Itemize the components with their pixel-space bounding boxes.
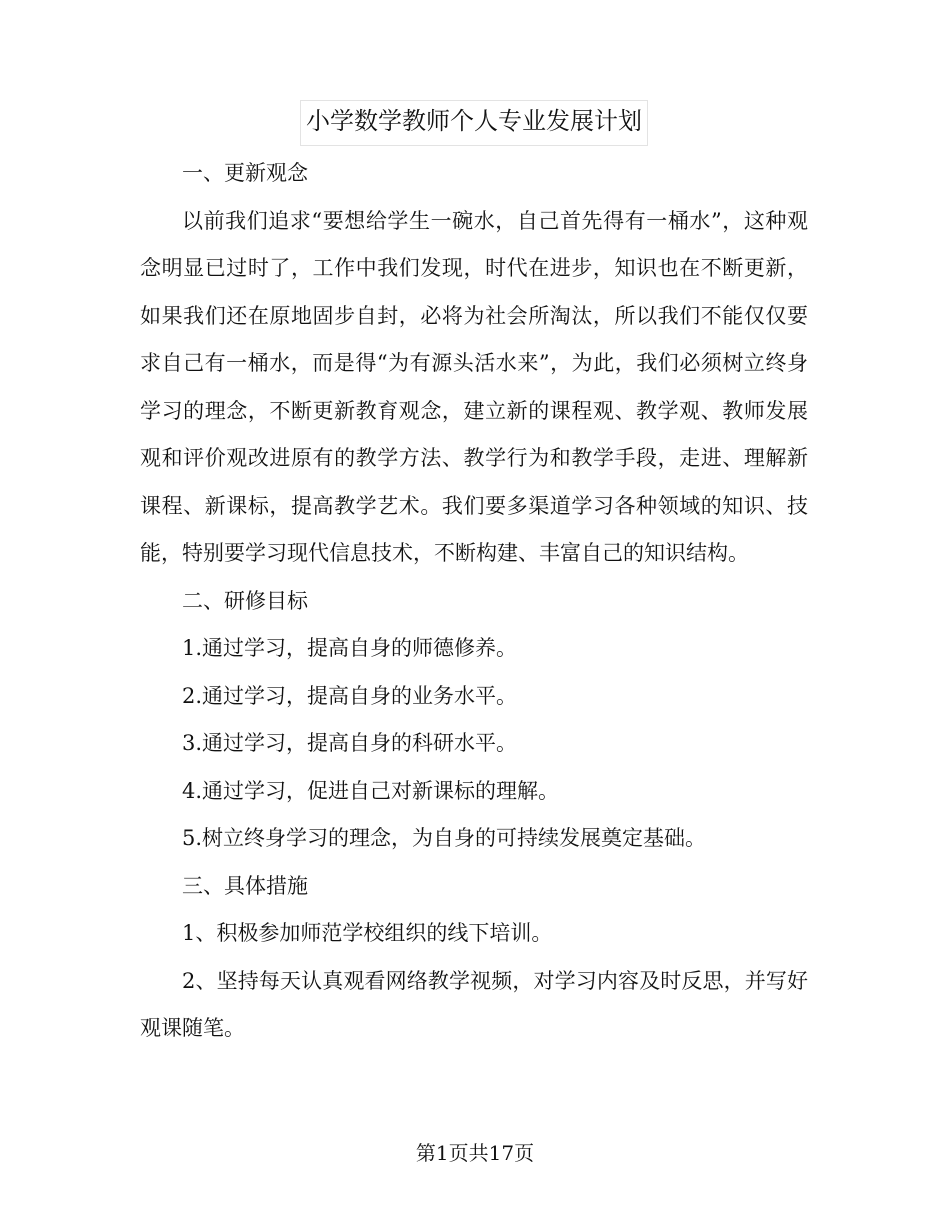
goal-item-3: 3.通过学习，提高自身的科研水平。	[182, 731, 518, 755]
paragraph-update-concepts: 以前我们追求“要想给学生一碗水，自己首先得有一桶水”，这种观念明显已过时了，工作中我们发现，时代在进步，知识也在不断更新，如果我们还在原地固步自封，必将为社会所淘汰，所以我们不能仅仅要求自己有一桶水，而是得“为有源头活水来”，为此，我们必须树立终身学习的理念，不断更新教育观念，建立新的课程观、教学观、教师发展观和评价观改进原有的教学方法、教学行为和教学手段，走进、理解新课程、新课标，提高教学艺术。我们要多渠道学习各种领域的知识、技能，特别要学习现代信息技术，不断构建、丰富自己的知识结构。	[140, 208, 808, 565]
document-title: 小学数学教师个人专业发展计划	[300, 100, 648, 146]
goal-item-2: 2.通过学习，提高自身的业务水平。	[182, 683, 518, 708]
document-body	[140, 150, 808, 1053]
section-heading-update-concepts: 一、更新观念	[182, 161, 308, 185]
section-heading-training-goals: 二、研修目标	[182, 588, 308, 613]
goal-item-4: 4.通过学习，促进自己对新课标的理解。	[182, 778, 560, 803]
measure-item-1: 1、积极参加师范学校组织的线下培训。	[182, 921, 553, 945]
goal-item-1: 1.通过学习，提高自身的师德修养。	[182, 636, 518, 660]
measure-item-2: 2、坚持每天认真观看网络教学视频，对学习内容及时反思，并写好观课随笔。	[140, 968, 808, 1040]
section-heading-measures: 三、具体措施	[182, 873, 308, 898]
page-number: 第1页共17页	[415, 1141, 535, 1165]
goal-item-5: 5.树立终身学习的理念，为自身的可持续发展奠定基础。	[182, 826, 707, 850]
